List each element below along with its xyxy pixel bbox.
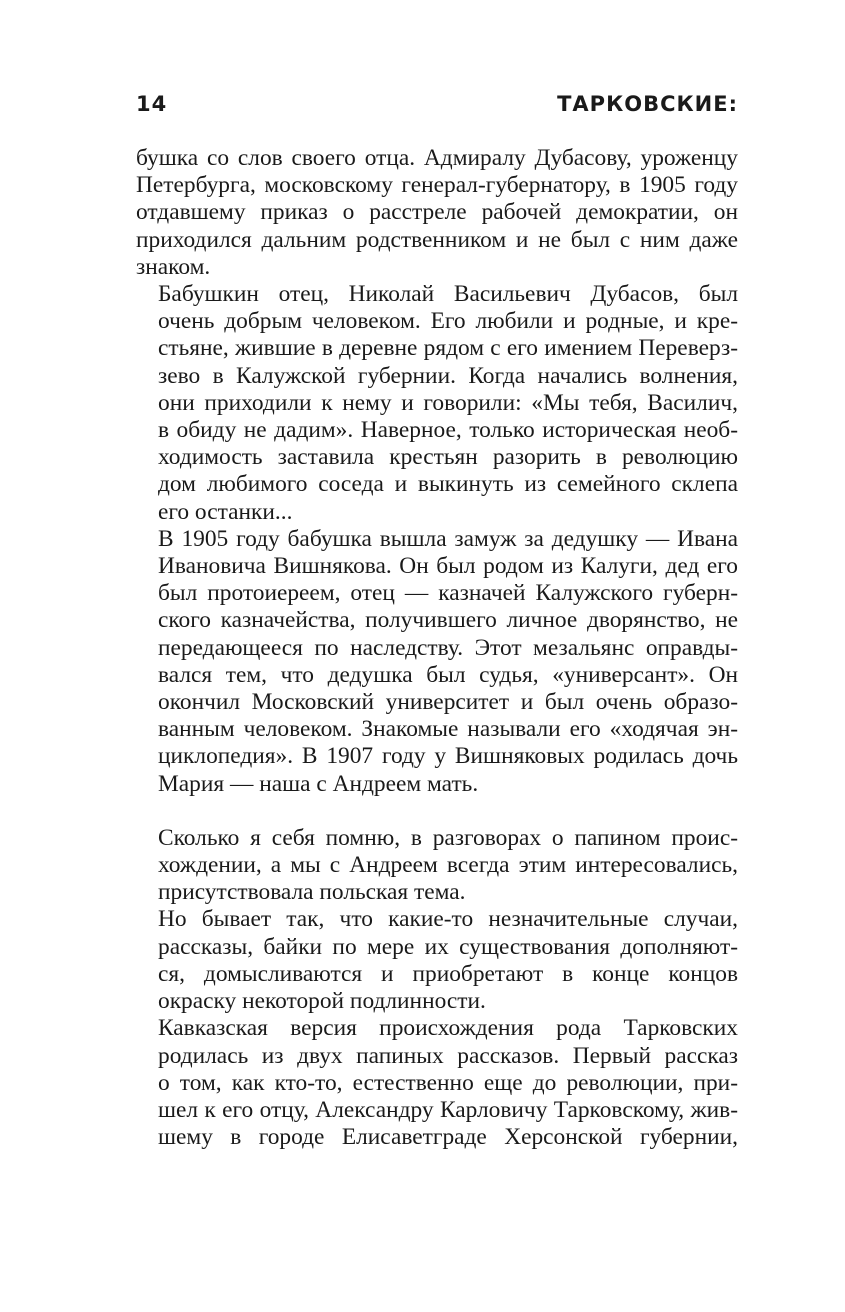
text-line: о том, как кто-то, естественно еще до революции, при- [158,1069,738,1096]
text-line: шему в городе Елисаветграде Херсонской губернии, [158,1124,738,1151]
text-line: хождении, а мы с Андреем всегда этим интересовались, [158,852,738,879]
paragraph-vishnyakov [136,526,738,798]
text-line: В 1905 году бабушка вышла замуж за дедушку — Ивана [158,525,738,552]
text-line: передающееся по наследству. Этот мезальянс оправды- [158,634,738,661]
text-line: окраску некоторой подлинности. [158,988,486,1015]
text-line: окончил Московский университет и был очень образо- [158,689,738,716]
paragraph-dubasov [136,281,738,526]
text-line: Бабушкин отец, Николай Васильевич Дубасов, был [158,281,738,308]
text-line: Петербурга, московскому генерал-губернатору, в 1905 году [136,172,738,199]
text-line: знаком. [136,253,211,280]
text-line: ходимость заставила крестьян разорить в революцию [158,444,738,471]
paragraph-stories [136,906,738,1015]
text-line: в обиду не дадим». Наверное, только историческая необ- [158,417,738,444]
text-line: был протоиереем, отец — казначей Калужского губерн- [158,580,738,607]
text-line: приходился дальним родственником и не был с ним даже [136,226,738,253]
text-line: ванным человеком. Знакомые называли его «ходячая эн- [158,716,738,743]
text-line: отдавшему приказ о расстреле рабочей демократии, он [136,199,738,226]
text-line: его останки... [158,498,293,525]
running-head [136,92,738,122]
text-line: ского казначейства, получившего личное дворянство, не [158,607,738,634]
text-line: Мария — наша с Андреем мать. [158,770,479,797]
text-line: ся, домысливаются и приобретают в конце концов [158,960,738,987]
paragraph-continuation [136,145,738,281]
body-text [136,145,738,1151]
section-break [136,798,738,825]
paragraph-polish-theme [136,825,738,907]
page-number: 14 [136,92,168,116]
paragraph-caucasus-version [136,1015,738,1151]
book-title: ТАРКОВСКИЕ: [557,92,738,116]
text-line: рассказы, байки по мере их существования дополняют- [158,933,738,960]
text-line: они приходили к нему и говорили: «Мы тебя, Василич, [158,389,738,416]
text-line: очень добрым человеком. Его любили и родные, и кре- [158,308,738,335]
text-line: стьяне, жившие в деревне рядом с его имением Переверз- [158,335,738,362]
text-line: циклопедия». В 1907 году у Вишняковых родилась дочь [158,743,738,770]
text-line: присутствовала польская тема. [158,879,466,906]
text-line: Кавказская версия происхождения рода Тарковских [158,1015,738,1042]
text-line: дом любимого соседа и выкинуть из семейного склепа [158,471,738,498]
text-line: Ивановича Вишнякова. Он был родом из Калуги, дед его [158,553,738,580]
text-line: родилась из двух папиных рассказов. Первый рассказ [158,1042,738,1069]
text-line: вался тем, что дедушка был судья, «универсант». Он [158,661,738,688]
text-line: шел к его отцу, Александру Карловичу Тарковскому, жив- [158,1096,738,1123]
text-line: Но бывает так, что какие-то незначительные случаи, [158,906,738,933]
text-line: Сколько я себя помню, в разговорах о папином проис- [158,824,738,851]
text-line: зево в Калужской губернии. Когда начались волнения, [158,362,738,389]
text-line: бушка со слов своего отца. Адмиралу Дубасову, уроженцу [136,145,738,171]
